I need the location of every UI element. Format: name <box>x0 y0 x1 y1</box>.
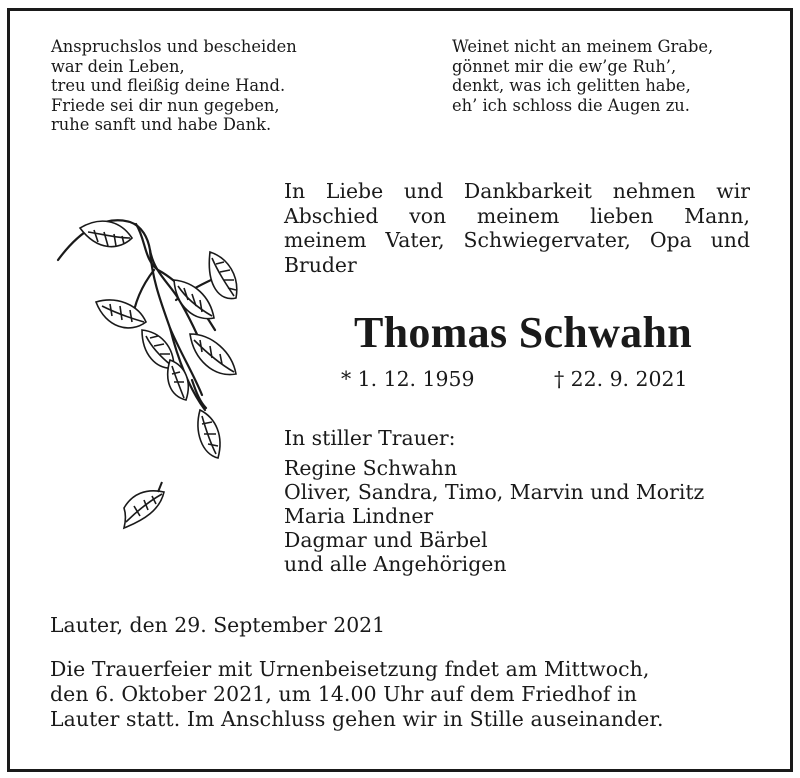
mourner-list <box>284 456 704 576</box>
intro-line: In Liebe und Dankbarkeit nehmen wir <box>284 179 750 203</box>
mourner-entry: Oliver, Sandra, Timo, Marvin und Moritz <box>284 480 705 505</box>
place-date: Lauter, den 29. September 2021 <box>50 613 386 637</box>
poem-left-line: Friede sei dir nun gegeben, <box>51 95 280 115</box>
ceremony-line: den 6. Oktober 2021, um 14.00 Uhr auf dem Friedhof in <box>50 682 637 707</box>
intro-line: Abschied von meinem lieben Mann, <box>284 203 750 228</box>
ceremony-line: Die Trauerfeier mit Urnenbeisetzung fndet am Mittwoch, <box>50 657 650 681</box>
birch-branch-icon <box>50 210 245 555</box>
poem-left-line: treu und fleißig deine Hand. <box>51 76 286 96</box>
ceremony-info <box>50 657 664 733</box>
poem-left <box>51 37 297 135</box>
death-date: † 22. 9. 2021 <box>554 367 688 391</box>
birth-date: * 1. 12. 1959 <box>341 367 475 391</box>
mourner-entry: Maria Lindner <box>284 504 434 529</box>
ceremony-line: Lauter statt. Im Anschluss gehen wir in Stille auseinander. <box>50 707 664 732</box>
mourner-entry: Dagmar und Bärbel <box>284 528 488 553</box>
intro-text <box>284 179 750 277</box>
mourner-entry: Regine Schwahn <box>284 456 458 480</box>
poem-right-line: Weinet nicht an meinem Grabe, <box>452 37 714 56</box>
poem-left-line: war dein Leben, <box>51 56 185 76</box>
poem-left-line: ruhe sanft und habe Dank. <box>51 115 272 135</box>
deceased-name: Thomas Schwahn <box>354 308 692 357</box>
poem-right-line: gönnet mir die ew’ge Ruh’, <box>452 56 677 76</box>
poem-right-line: denkt, was ich gelitten habe, <box>452 76 691 96</box>
poem-left-line: Anspruchslos und bescheiden <box>51 37 297 56</box>
mourning-heading: In stiller Trauer: <box>284 426 456 450</box>
poem-right-line: eh’ ich schloss die Augen zu. <box>452 95 690 115</box>
intro-line: meinem Vater, Schwiegervater, Opa und <box>284 228 750 253</box>
poem-right <box>452 37 713 115</box>
mourner-entry: und alle Angehörigen <box>284 552 507 577</box>
intro-line: Bruder <box>284 252 357 277</box>
